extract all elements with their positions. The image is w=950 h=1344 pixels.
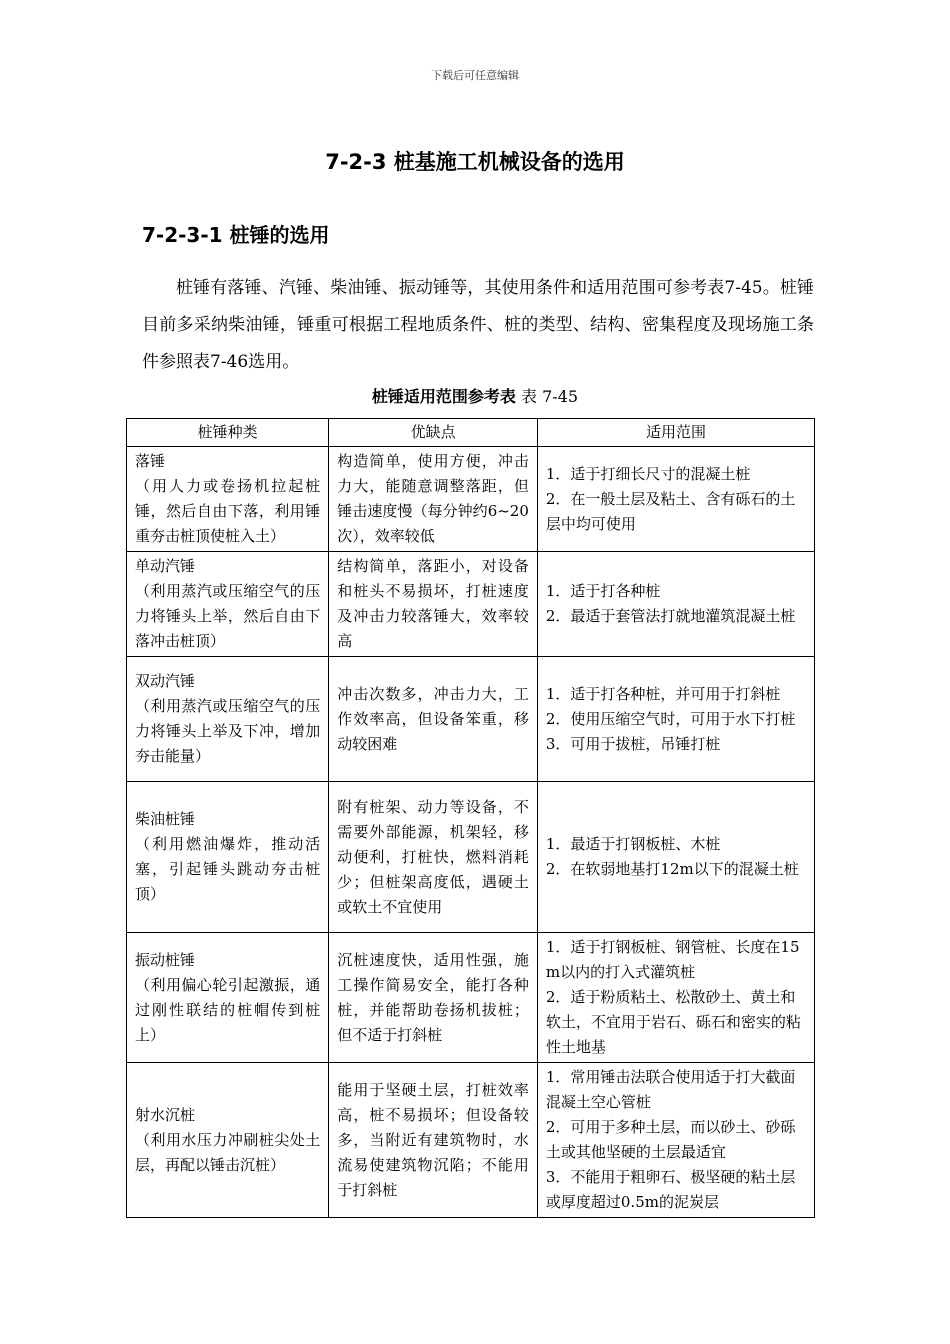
page-title: 7-2-3 桩基施工机械设备的选用 (325, 150, 625, 174)
hammer-note: （利用蒸汽或压缩空气的压力将锤头上举及下冲，增加夯击能量） (135, 697, 321, 765)
hammer-name: 双动汽锤 (135, 672, 196, 690)
pros-cons-cell: 能用于坚硬土层，打桩效率高，桩不易损坏；但设备较多，当附近有建筑物时，水流易使建筑物沉陷；不能用于打斜桩 (329, 1063, 538, 1218)
hammer-type-cell (127, 657, 329, 782)
hammer-name: 落锤 (135, 452, 166, 470)
pile-hammer-table (126, 418, 815, 1218)
scope-item: 2．最适于套管法打就地灌筑混凝土桩 (545, 607, 796, 625)
scope-cell (537, 447, 814, 552)
hammer-note: （利用水压力冲刷桩尖处土层，再配以锤击沉桩） (135, 1130, 321, 1174)
table-row (127, 657, 815, 782)
pros-cons-cell: 沉桩速度快，适用性强，施工操作简易安全，能打各种桩，并能帮助卷扬机拔桩；但不适于打斜桩 (329, 933, 538, 1063)
table-caption (0, 384, 950, 407)
table-header-row (127, 419, 815, 447)
scope-cell (537, 1063, 814, 1218)
scope-item: 1．常用锤击法联合使用适于打大截面混凝土空心管桩 (545, 1068, 796, 1111)
hammer-note: （利用燃油爆炸，推动活塞，引起锤头跳动夯击桩顶） (135, 835, 321, 903)
hammer-type-cell (127, 782, 329, 933)
scope-item: 2．适于粉质粘土、松散砂土、黄土和软土，不宜用于岩石、砾石和密实的粘性土地基 (545, 988, 801, 1056)
header-hammer-type: 桩锤种类 (127, 419, 329, 447)
pros-cons-cell: 构造简单，使用方便，冲击力大，能随意调整落距，但锤击速度慢（每分钟约6~20次），效率较低 (329, 447, 538, 552)
hammer-note: （利用蒸汽或压缩空气的压力将锤头上举，然后自由下落冲击桩顶） (135, 582, 321, 650)
scope-item: 2．在一般土层及粘土、含有砾石的土层中均可使用 (545, 489, 796, 533)
pros-cons-cell: 冲击次数多，冲击力大，工作效率高，但设备笨重，移动较困难 (329, 657, 538, 782)
hammer-note: （利用偏心轮引起激振，通过刚性联结的桩帽传到桩上） (135, 975, 321, 1044)
table-caption-title: 桩锤适用范围参考表 (371, 387, 516, 406)
scope-item: 1．适于打各种桩，并可用于打斜桩 (545, 684, 781, 703)
table-row (127, 1063, 815, 1218)
table-row (127, 552, 815, 657)
pros-cons-cell: 附有桩架、动力等设备，不需要外部能源，机架轻，移动便利，打桩快，燃料消耗少；但桩架高度低，遇硬土或软土不宜使用 (329, 782, 538, 933)
scope-cell (537, 933, 814, 1063)
hammer-name: 振动桩锤 (135, 950, 196, 969)
scope-item: 2．使用压缩空气时，可用于水下打桩 (545, 709, 796, 728)
scope-cell (537, 657, 814, 782)
hammer-type-cell (127, 552, 329, 657)
hammer-type-cell (127, 933, 329, 1063)
hammer-type-cell (127, 1063, 329, 1218)
header-pros-cons: 优缺点 (329, 419, 538, 447)
scope-item: 1．适于打细长尺寸的混凝土桩 (545, 464, 751, 483)
scope-item: 1．适于打各种桩 (545, 582, 661, 600)
scope-item: 2．在软弱地基打12m以下的混凝土桩 (545, 860, 799, 878)
scope-item: 2．可用于多种土层，而以砂土、砂砾土或其他坚硬的土层最适宜 (545, 1118, 796, 1161)
scope-item: 1．适于打钢板桩、钢管桩、长度在15m以内的打入式灌筑桩 (545, 938, 800, 981)
scope-item: 3．不能用于粗卵石、极坚硬的粘土层或厚度超过0.5m的泥炭层 (545, 1168, 796, 1211)
intro-paragraph: 桩锤有落锤、汽锤、柴油锤、振动锤等，其使用条件和适用范围可参考表7-45。桩锤目前多采纳柴油锤，锤重可根据工程地质条件、桩的类型、结构、密集程度及现场施工条件参照表7-46选用。 (142, 278, 814, 372)
table-row (127, 933, 815, 1063)
header-scope: 适用范围 (537, 419, 814, 447)
pros-cons-cell: 结构简单，落距小，对设备和桩头不易损坏，打桩速度及冲击力较落锤大，效率较高 (329, 552, 538, 657)
hammer-name: 射水沉桩 (135, 1105, 196, 1124)
scope-item: 1．最适于打钢板桩、木桩 (545, 835, 721, 853)
hammer-name: 柴油桩锤 (135, 810, 196, 828)
hammer-type-cell (127, 447, 329, 552)
header-note: 下载后可任意编辑 (431, 69, 519, 82)
table-row (127, 447, 815, 552)
section-heading: 7-2-3-1 桩锤的选用 (142, 223, 330, 247)
hammer-name: 单动汽锤 (135, 557, 196, 575)
scope-cell (537, 782, 814, 933)
table-row (127, 782, 815, 933)
table-caption-number: 表 7-45 (521, 387, 579, 406)
scope-cell (537, 552, 814, 657)
scope-item: 3．可用于拔桩，吊锤打桩 (545, 734, 721, 753)
hammer-note: （用人力或卷扬机拉起桩锤，然后自由下落，利用锤重夯击桩顶使桩入土） (135, 477, 321, 545)
